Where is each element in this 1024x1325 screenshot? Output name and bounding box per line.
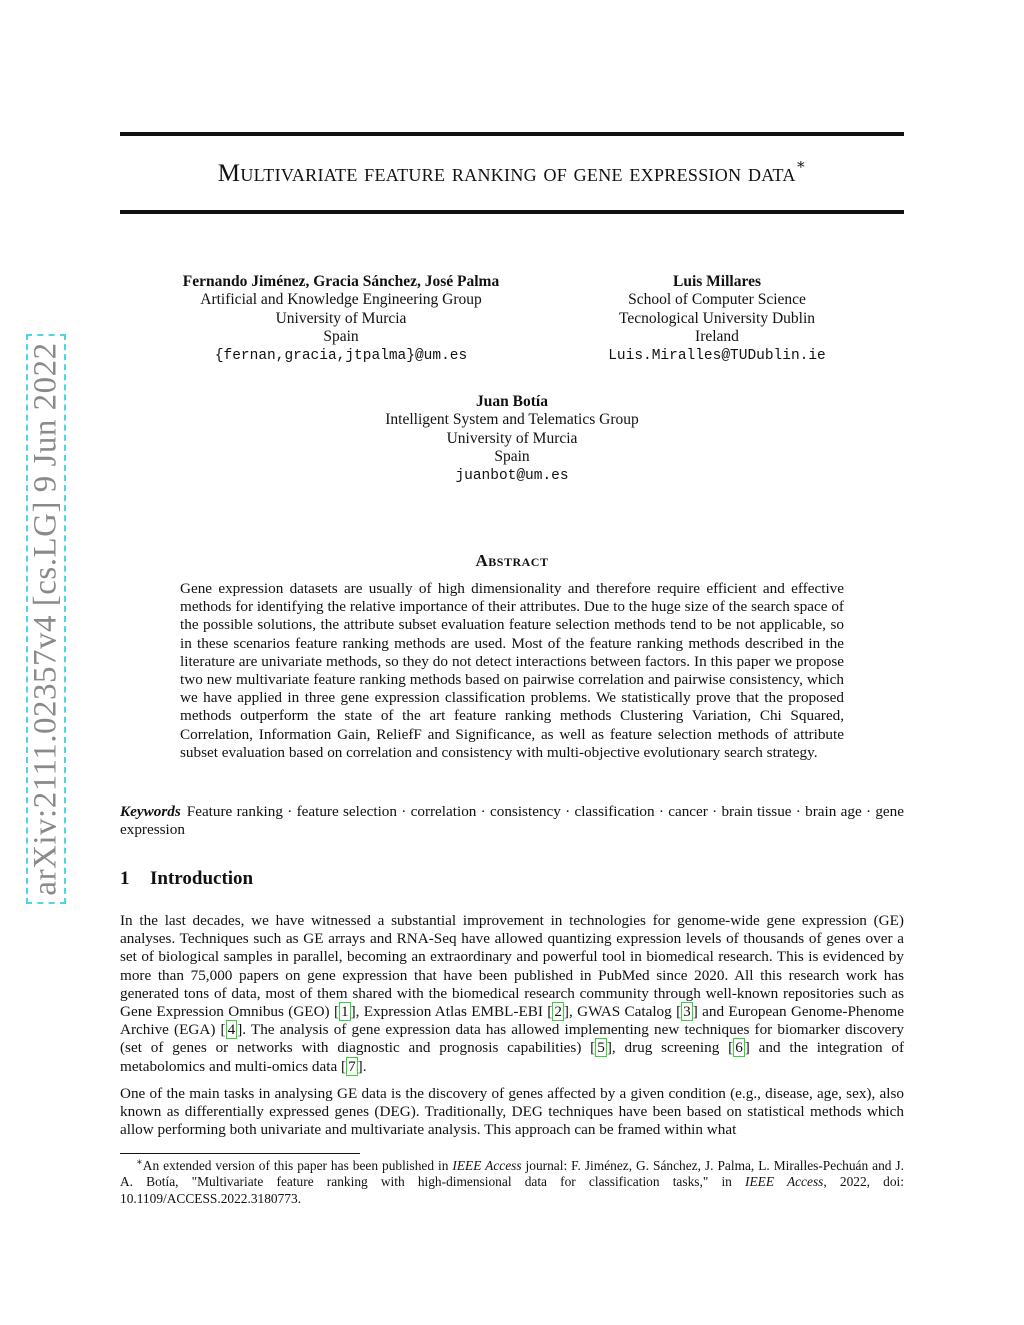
author-institution: University of Murcia — [446, 429, 578, 447]
citation-link[interactable]: 6 — [735, 1039, 743, 1057]
author-block — [170, 273, 512, 365]
author-country: Spain — [323, 328, 359, 346]
arxiv-stamp[interactable] — [26, 334, 66, 904]
title-rule-top — [120, 132, 904, 136]
author-name: Fernando Jiménez, Gracia Sánchez, José Palma — [182, 273, 500, 290]
author-country: Spain — [494, 448, 530, 466]
author-name: Juan Botía — [476, 393, 548, 410]
citation-link[interactable]: 2 — [554, 1003, 562, 1021]
author-department: Artificial and Knowledge Engineering Group — [200, 291, 482, 309]
author-department: Intelligent System and Telematics Group — [385, 411, 639, 429]
title-footnote-marker: ∗ — [795, 157, 807, 173]
arxiv-identifier: arXiv:2111.02357v4 [cs.LG] 9 Jun 2022 — [27, 342, 64, 896]
author-institution: University of Murcia — [275, 309, 407, 327]
abstract-text: Gene expression datasets are usually of high dimensionality and therefore require efficient and effective methods for identifying the relative importance of their attributes. Due to the huge size of the search space of the possible solutions, the attribute subset evaluation feature selection methods tend to be not applicable, so in these scenarios feature ranking methods are used. Most of the feature ranking methods described in the literature are univariate methods, so they do not detect interactions between factors. In this paper we propose two new multivariate feature ranking methods based on pairwise correlation and pairwise consistency, which we have applied in three gene expression classification problems. We statistically prove that the proposed methods outperform the state of the art feature ranking methods Clustering Variation, Chi Squared, Correlation, Information Gain, ReliefF and Significance, as well as feature selection methods of attribute subset evaluation based on correlation and consistency with multi-objective evolutionary search strategy. — [180, 580, 844, 761]
citation-link[interactable]: 7 — [348, 1057, 356, 1075]
footnote-rule — [120, 1153, 360, 1154]
keywords-label: Keywords — [120, 803, 181, 820]
author-name: Luis Millares — [673, 273, 761, 290]
author-country: Ireland — [695, 328, 739, 346]
section-title: Introduction — [150, 868, 254, 889]
abstract-heading: Abstract — [475, 551, 549, 570]
author-institution: Tecnological University Dublin — [618, 309, 816, 327]
paper-title: Multivariate feature ranking of gene expression data∗ — [217, 157, 807, 187]
footnote: ∗An extended version of this paper has been published in IEEE Access journal: F. Jiménez, G. Sánchez, J. Palma, L. Miralles-Pechuán and J. A. Botía, "Multivariate feature ranking with high-dimensional data for classification tasks," in IEEE Access, 2022, doi: 10.1109/ACCESS.2022.3180773. — [120, 1157, 904, 1206]
author-email: juanbot@um.es — [455, 467, 569, 484]
section-heading — [120, 868, 253, 890]
citation-link[interactable]: 5 — [597, 1039, 605, 1057]
citation-link[interactable]: 1 — [341, 1003, 349, 1021]
citation-link[interactable]: 4 — [227, 1021, 236, 1039]
author-department: School of Computer Science — [628, 291, 806, 309]
footnote-marker: ∗ — [136, 1157, 143, 1168]
intro-paragraph: One of the main tasks in analysing GE data is the discovery of genes affected by a given condition (e.g., disease, age, sex), also known as differentially expressed genes (DEG). Traditionally, DEG techniques have been based on statistical methods which allow performing both univariate and multivariate analysis. This approach can be framed within what — [120, 1085, 904, 1139]
author-block — [340, 393, 684, 485]
title-rule-bottom — [120, 210, 904, 214]
citation-link[interactable]: 3 — [683, 1003, 691, 1021]
author-email: Luis.Miralles@TUDublin.ie — [608, 347, 826, 364]
keywords — [120, 803, 904, 839]
section-number: 1 — [120, 868, 130, 889]
author-email: {fernan,gracia,jtpalma}@um.es — [214, 347, 468, 364]
keywords-text: Feature ranking · feature selection · correlation · consistency · classification · cancer · brain tissue · brain age · gene expression — [120, 803, 904, 839]
author-block — [576, 273, 858, 365]
intro-paragraph: In the last decades, we have witnessed a substantial improvement in technologies for genome-wide gene expression (GE) analyses. Techniques such as GE arrays and RNA-Seq have allowed quantizing expression levels of thousands of genes over a set of biological samples in parallel, becoming an extraordinary and powerful tool in biomedical research. This is evidenced by more than 75,000 papers on gene expression that have been published in PubMed since 2020. All this research work has generated tons of data, most of them shared with the biomedical research community through well-known repositories such as Gene Expression Omnibus (GEO) [ 1 ], Expression Atlas EMBL-EBI [ 2 ], GWAS Catalog [ 3 ] and European Genome-Phenome Archive (EGA) [ 4 ]. The analysis of gene expression data has allowed implementing new techniques for biomarker discovery (set of genes or networks with diagnostic and prognosis capabilities) [ 5 ], drug screening [ 6 ] and the integration of metabolomics and multi-omics data [ 7 ]. — [120, 912, 905, 1075]
